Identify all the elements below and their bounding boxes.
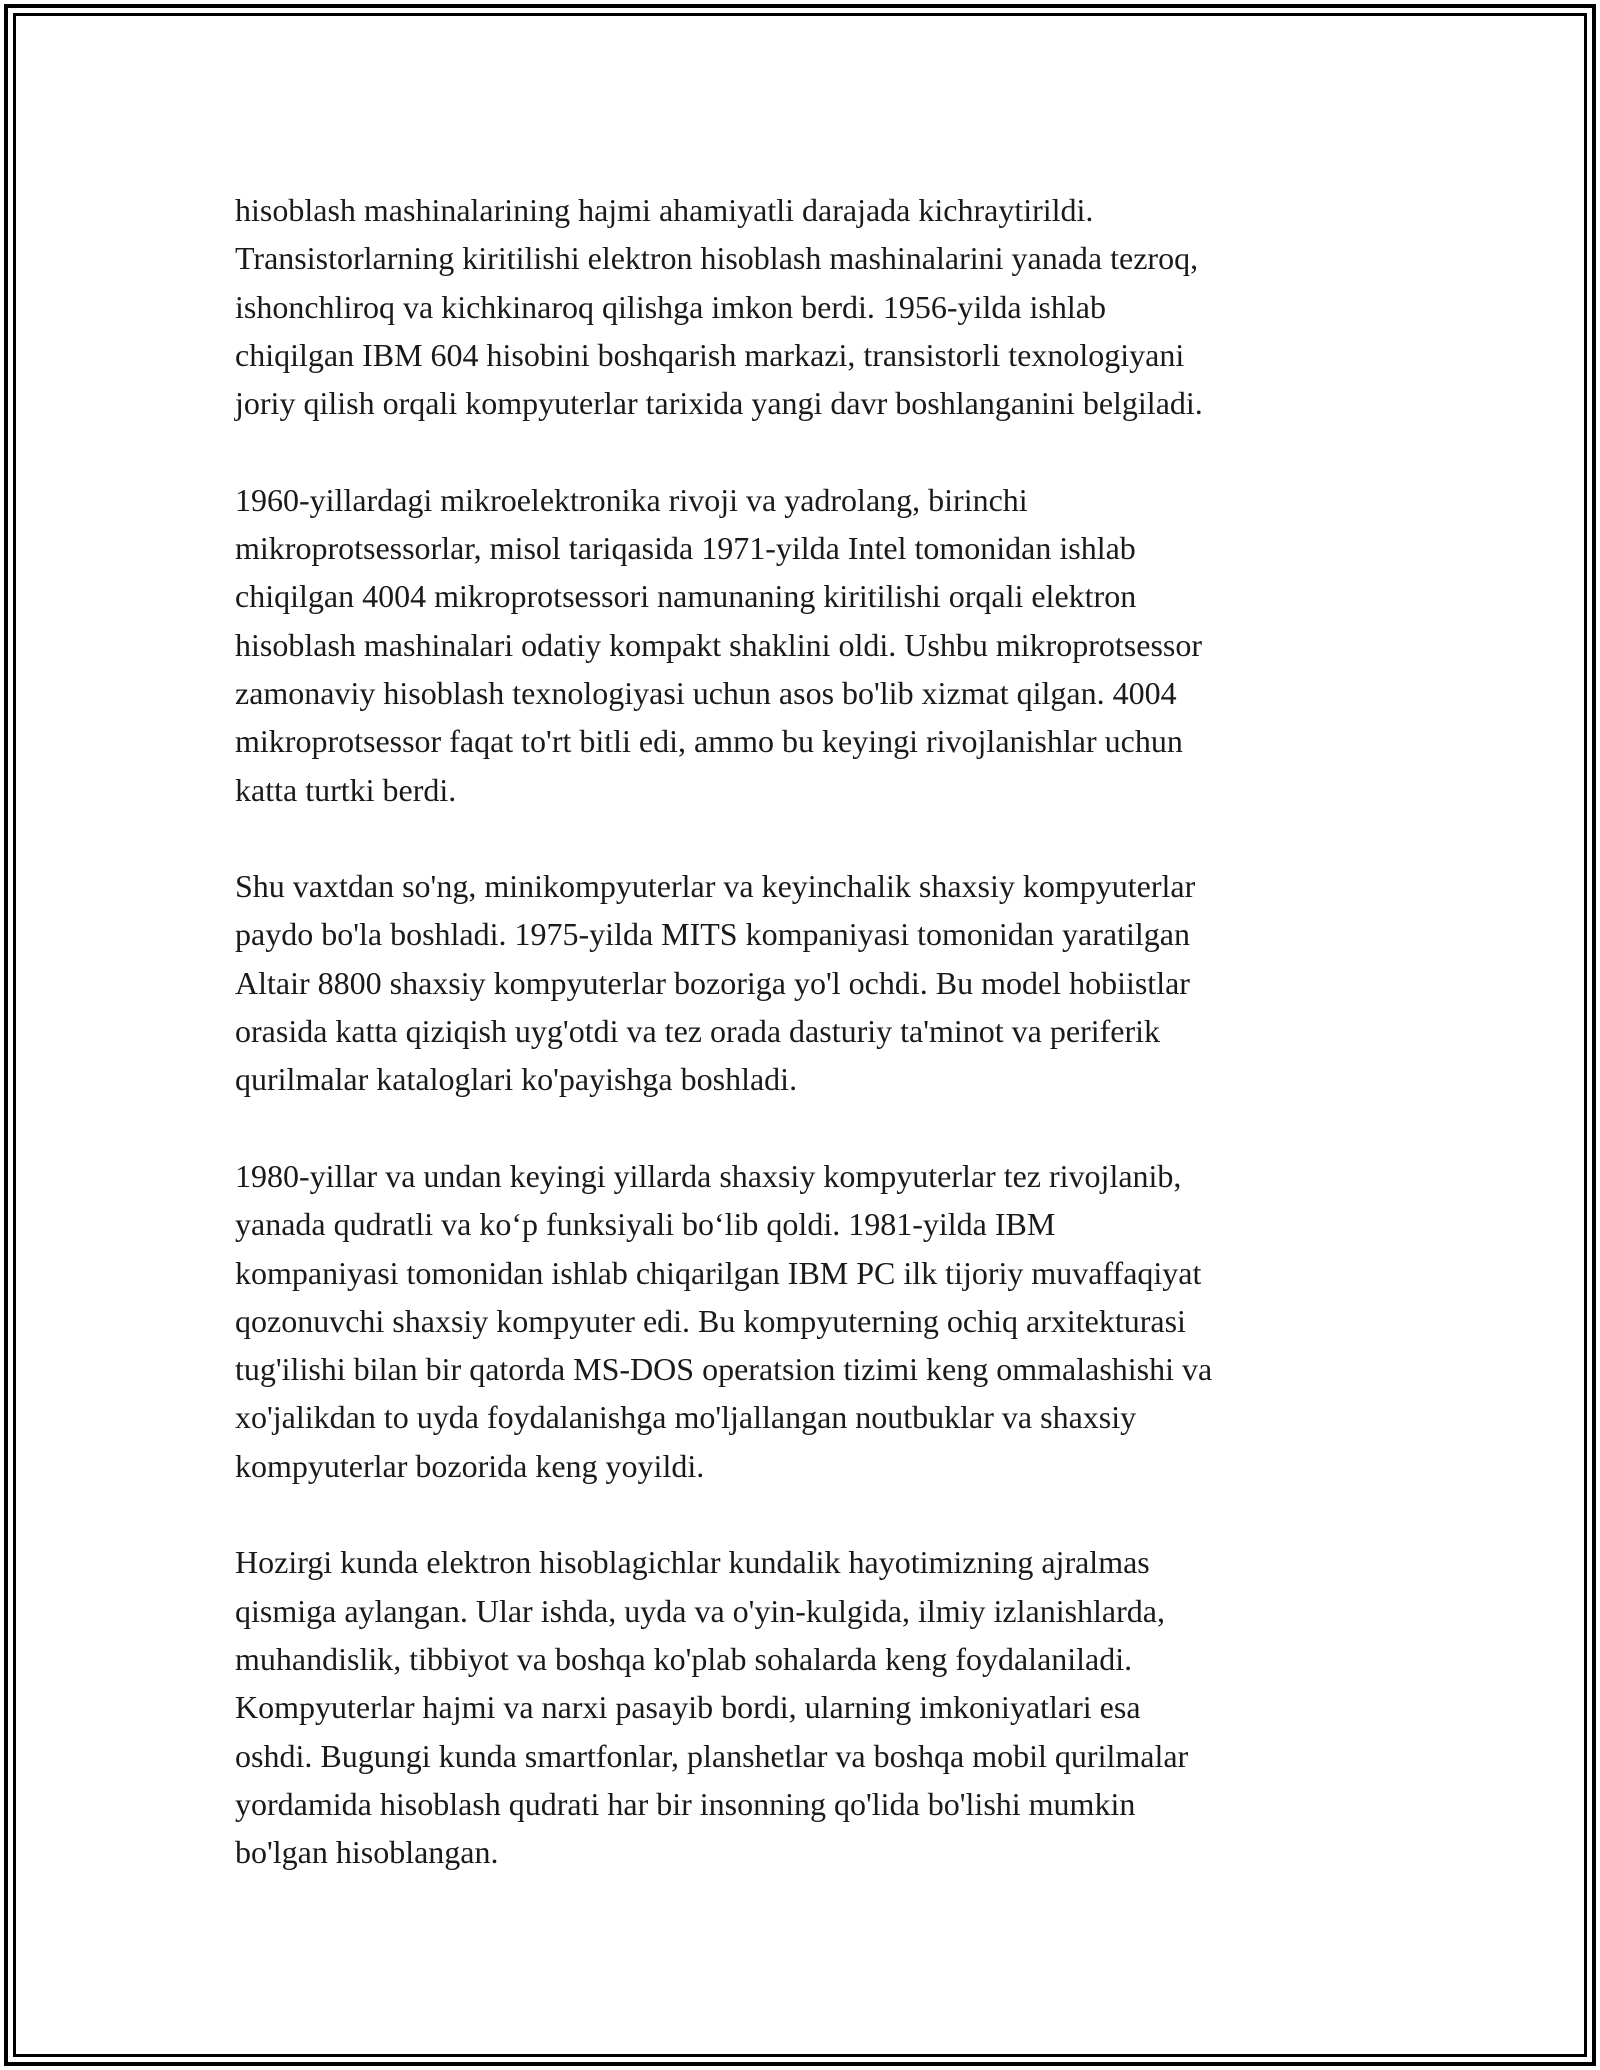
document-body (235, 186, 1365, 1876)
paragraph-present-day: Hozirgi kunda elektron hisoblagichlar kundalik hayotimizning ajralmas qismiga aylangan. Ular ishda, uyda va o'yin-kulgida, ilmiy izlanishlarda, muhandislik, tibbiyot va boshqa ko'plab sohalarda keng foydalaniladi. Kompyuterlar hajmi va narxi pasayib bordi, ularning imkoniyatlari esa oshdi. Bugungi kunda smartfonlar, planshetlar va boshqa mobil qurilmalar yordamida hisoblash qudrati har bir insonning qo'lida bo'lishi mumkin bo'lgan hisoblangan. (235, 1544, 1189, 1871)
paragraph-transistors: hisoblash mashinalarining hajmi ahamiyatli darajada kichraytirildi. Transistorlarning kiritilishi elektron hisoblash mashinalarini yanada tezroq, ishonchliroq va kichkinaroq qilishga imkon berdi. 1956-yilda ishlab chiqilgan IBM 604 hisobini boshqarish markazi, transistorli texnologiyani joriy qilish orqali kompyuterlar tarixida yangi davr boshlanganini belgiladi. (235, 192, 1203, 422)
paragraph-personal-computers: 1980-yillar va undan keyingi yillarda shaxsiy kompyuterlar tez rivojlanib, yanada qudratli va ko‘p funksiyali bo‘lib qoldi. 1981-yilda IBM kompaniyasi tomonidan ishlab chiqarilgan IBM PC ilk tijoriy muvaffaqiyat qozonuvchi shaxsiy kompyuter edi. Bu kompyuterning ochiq arxitekturasi tug'ilishi bilan bir qatorda MS-DOS operatsion tizimi keng ommalashishi va xo'jalikdan to uyda foydalanishga mo'ljallangan noutbuklar va shaxsiy kompyuterlar bozorida keng yoyildi. (235, 1157, 1213, 1484)
paragraph-microprocessors: 1960-yillardagi mikroelektronika rivoji va yadrolang, birinchi mikroprotsessorlar, misol tariqasida 1971-yilda Intel tomonidan ishlab chiqilgan 4004 mikroprotsessori namunaning kiritilishi orqali elektron hisoblash mashinalari odatiy kompakt shaklini oldi. Ushbu mikroprotsessor zamonaviy hisoblash texnologiyasi uchun asos bo'lib xizmat qilgan. 4004 mikroprotsessor faqat to'rt bitli edi, ammo bu keyingi rivojlanishlar uchun katta turtki berdi. (235, 481, 1203, 808)
paragraph-minicomputers: Shu vaxtdan so'ng, minikompyuterlar va keyinchalik shaxsiy kompyuterlar paydo bo'la boshladi. 1975-yilda MITS kompaniyasi tomonidan yaratilgan Altair 8800 shaxsiy kompyuterlar bozoriga yo'l ochdi. Bu model hobiistlar orasida katta qiziqish uyg'otdi va tez orada dasturiy ta'minot va periferik qurilmalar kataloglari ko'payishga boshladi. (235, 868, 1196, 1098)
